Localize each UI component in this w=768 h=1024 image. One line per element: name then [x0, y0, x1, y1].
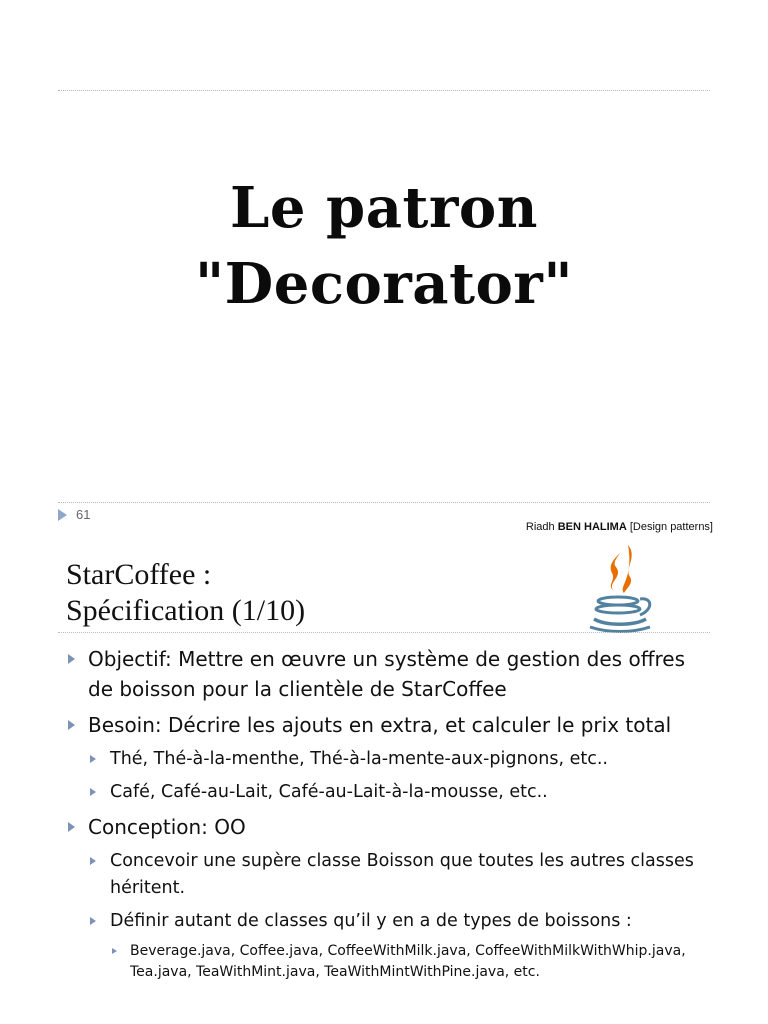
slide-heading: [66, 557, 305, 629]
page-title-line-2: "Decorator": [194, 251, 573, 317]
cup-handle: [640, 599, 650, 615]
bullet-text: Thé, Thé-à-la-menthe, Thé-à-la-mente-aux-pignons, etc..: [110, 749, 608, 769]
author-prefix: Riadh: [525, 521, 558, 533]
bullet-besoin: [66, 710, 716, 740]
java-coffee-cup-icon: [584, 543, 658, 633]
bullet-text: Objectif: Mettre en œuvre un système de gestion des offres de boisson pour la clientèle de StarCoffee: [88, 647, 685, 701]
sub-bullet-cafe: [88, 779, 716, 806]
cup-band-2: [596, 605, 640, 613]
bullet-arrow-icon: [90, 917, 96, 925]
bullet-objectif: [66, 644, 716, 704]
bullet-text: Beverage.java, Coffee.java, CoffeeWithMilk.java, CoffeeWithMilkWithWhip.java, Tea.java, TeaWithMint.java, TeaWithMintWithPine.java, etc.: [130, 943, 686, 980]
slide-marker-icon: [58, 509, 67, 521]
steam-left-icon: [611, 553, 620, 591]
bullet-arrow-icon: [68, 822, 75, 832]
cup-saucer: [590, 627, 650, 632]
page-title: [0, 170, 768, 322]
slide-number: 61: [76, 507, 91, 522]
bullet-arrow-icon: [90, 857, 96, 865]
top-divider: [58, 90, 710, 91]
page-title-line-1: Le patron: [230, 175, 538, 241]
sub-bullet-the: [88, 746, 716, 773]
sub-sub-bullet-files: [110, 941, 716, 983]
bullet-arrow-icon: [68, 720, 75, 730]
heading-divider: [58, 632, 710, 633]
slide-heading-line-1: StarCoffee :: [66, 558, 212, 591]
steam-right-icon: [623, 545, 632, 593]
sub-bullet-types: [88, 908, 716, 935]
bullet-list: [66, 644, 716, 983]
bullet-conception: [66, 812, 716, 842]
author-name: BEN HALIMA: [557, 521, 627, 533]
bullet-text: Besoin: Décrire les ajouts en extra, et calculer le prix total: [88, 713, 672, 737]
slide-top-divider: [58, 502, 710, 503]
bullet-arrow-icon: [90, 788, 96, 796]
author-credit: [526, 521, 713, 533]
bullet-text: Concevoir une supère classe Boisson que toutes les autres classes héritent.: [110, 851, 694, 898]
author-suffix: [Design patterns]: [626, 521, 713, 533]
bullet-text: Café, Café-au-Lait, Café-au-Lait-à-la-mousse, etc..: [110, 782, 548, 802]
bullet-arrow-icon: [68, 654, 75, 664]
sub-bullet-classe-boisson: [88, 848, 716, 902]
slide-heading-line-2: Spécification (1/10): [66, 594, 306, 627]
bullet-text: Conception: OO: [88, 815, 246, 839]
cup-base: [594, 619, 646, 624]
bullet-arrow-icon: [112, 948, 117, 954]
bullet-arrow-icon: [90, 755, 96, 763]
bullet-text: Définir autant de classes qu’il y en a de types de boissons :: [110, 911, 632, 931]
